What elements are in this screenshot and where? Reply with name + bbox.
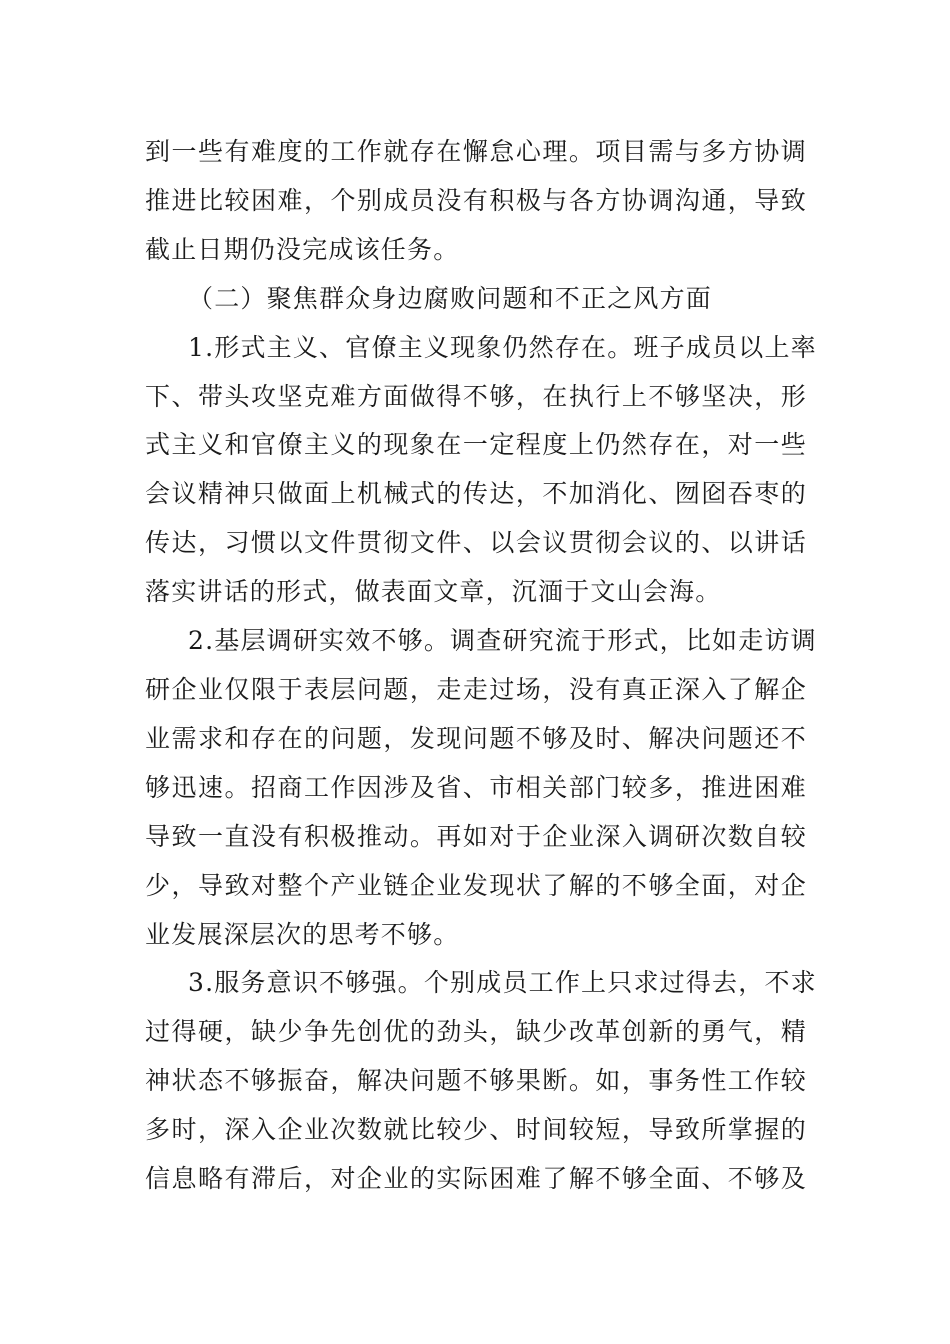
text-line: 业需求和存在的问题，发现问题不够及时、解决问题还不 bbox=[145, 723, 807, 753]
text-line: 信息略有滞后，对企业的实际困难了解不够全面、不够及 bbox=[145, 1164, 807, 1194]
text-line: 研企业仅限于表层问题，走走过场，没有真正深入了解企 bbox=[145, 674, 807, 704]
paragraph-item-3 bbox=[145, 959, 817, 1204]
text-line: 落实讲话的形式，做表面文章，沉湎于文山会海。 bbox=[145, 577, 722, 607]
text-line: 够迅速。招商工作因涉及省、市相关部门较多，推进困难 bbox=[145, 772, 807, 802]
text-line: 神状态不够振奋，解决问题不够果断。如，事务性工作较 bbox=[145, 1066, 807, 1096]
text-line: 到一些有难度的工作就存在懈怠心理。项目需与多方协调 bbox=[145, 137, 807, 166]
text-line: 过得硬，缺少争先创优的劲头，缺少改革创新的勇气，精 bbox=[145, 1017, 807, 1047]
text-line: 会议精神只做面上机械式的传达，不加消化、囫囵吞枣的 bbox=[145, 479, 807, 509]
text-line: 式主义和官僚主义的现象在一定程度上仍然存在，对一些 bbox=[145, 430, 807, 460]
text-line: 多时，深入企业次数就比较少、时间较短，导致所掌握的 bbox=[145, 1115, 807, 1145]
document-body bbox=[145, 128, 817, 1204]
text-line: 截止日期仍没完成该任务。 bbox=[145, 234, 460, 264]
paragraph-item-1 bbox=[145, 324, 817, 617]
text-line: 2.基层调研实效不够。调查研究流于形式，比如走访调 bbox=[188, 626, 817, 656]
text-line: 导致一直没有积极推动。再如对于企业深入调研次数自较 bbox=[145, 821, 807, 851]
text-line: 1.形式主义、官僚主义现象仍然存在。班子成员以上率 bbox=[188, 332, 817, 362]
section-heading: （二）聚焦群众身边腐败问题和不正之风方面 bbox=[188, 283, 713, 313]
text-line: 推进比较困难，个别成员没有积极与各方协调沟通，导致 bbox=[145, 185, 807, 215]
text-line: 少，导致对整个产业链企业发现状了解的不够全面，对企 bbox=[145, 870, 807, 900]
text-line: 3.服务意识不够强。个别成员工作上只求过得去，不求 bbox=[188, 968, 817, 998]
paragraph-continuation bbox=[145, 128, 807, 275]
paragraph-item-2 bbox=[145, 617, 817, 959]
text-line: 下、带头攻坚克难方面做得不够，在执行上不够坚决，形 bbox=[145, 381, 807, 411]
text-line: 业发展深层次的思考不够。 bbox=[145, 919, 460, 949]
text-line: 传达，习惯以文件贯彻文件、以会议贯彻会议的、以讲话 bbox=[145, 528, 807, 558]
